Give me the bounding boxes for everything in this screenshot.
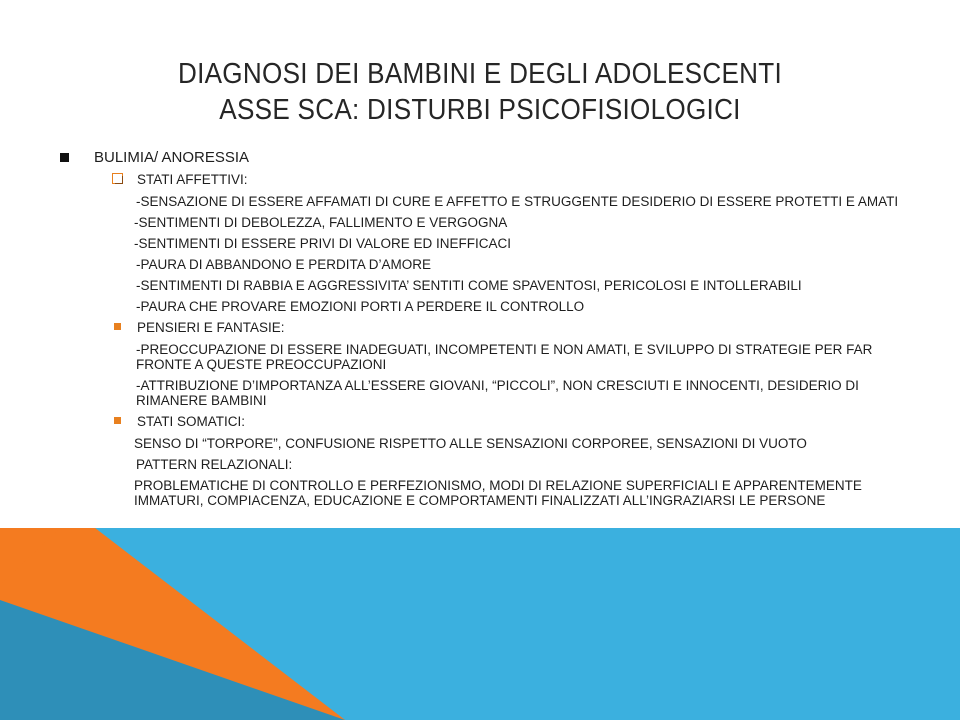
section-line: -SENSAZIONE DI ESSERE AFFAMATI DI CURE E AFFETTO E STRUGGENTE DESIDERIO DI ESSERE PROTETTI E AMATI [136, 194, 899, 209]
square-bullet-icon [60, 153, 69, 162]
title-line-2: ASSE SCA: DISTURBI PSICOFISIOLOGICI [219, 94, 741, 126]
slide-title [60, 56, 900, 128]
main-bullet-label: BULIMIA/ ANORESSIA [94, 149, 250, 166]
section-heading-stati-affettivi [58, 172, 908, 187]
title-line-1: DIAGNOSI DEI BAMBINI E DEGLI ADOLESCENTI [177, 58, 782, 90]
section-line: -ATTRIBUZIONE D’IMPORTANZA ALL’ESSERE GIOVANI, “PICCOLI”, NON CRESCIUTI E INNOCENTI, DESIDERIO DI RIMANERE BAMBINI [136, 378, 859, 408]
section-heading-label: PENSIERI E FANTASIE: [137, 320, 285, 335]
section-heading-pensieri-fantasie [58, 320, 908, 335]
section-line: SENSO DI “TORPORE”, CONFUSIONE RISPETTO ALLE SENSAZIONI CORPOREE, SENSAZIONI DI VUOTO [134, 436, 807, 451]
section-line: -PREOCCUPAZIONE DI ESSERE INADEGUATI, INCOMPETENTI E NON AMATI, E SVILUPPO DI STRATEGIE PER FAR FRONTE A QUESTE PREOCCUPAZIONI [136, 342, 873, 372]
section-line: -SENTIMENTI DI ESSERE PRIVI DI VALORE ED INEFFICACI [134, 236, 512, 251]
section-line: -SENTIMENTI DI RABBIA E AGGRESSIVITA’ SENTITI COME SPAVENTOSI, PERICOLOSI E INTOLLERABILI [136, 278, 802, 293]
section-line: -SENTIMENTI DI DEBOLEZZA, FALLIMENTO E VERGOGNA [134, 215, 508, 230]
section-line: -PAURA CHE PROVARE EMOZIONI PORTI A PERDERE IL CONTROLLO [136, 299, 585, 314]
section-line: -PAURA DI ABBANDONO E PERDITA D’AMORE [136, 257, 432, 272]
section-heading-pattern-relazionali: PATTERN RELAZIONALI: [136, 457, 293, 472]
section-heading-stati-somatici [58, 414, 908, 429]
slide-content [58, 150, 908, 514]
section-heading-label: STATI SOMATICI: [137, 414, 245, 429]
section-heading-label: STATI AFFETTIVI: [137, 172, 248, 187]
square-bullet-icon [114, 417, 121, 424]
main-bullet-item [58, 150, 908, 165]
section-line: PROBLEMATICHE DI CONTROLLO E PERFEZIONISMO, MODI DI RELAZIONE SUPERFICIALI E APPARENTEMENTE IMMATURI, COMPIACENZA, EDUCAZIONE E COMPORTAMENTI FINALIZZATI ALL’INGRAZIARSI LE PERSONE [134, 478, 862, 508]
square-bullet-icon [114, 323, 121, 330]
checkbox-bullet-icon [112, 173, 123, 184]
